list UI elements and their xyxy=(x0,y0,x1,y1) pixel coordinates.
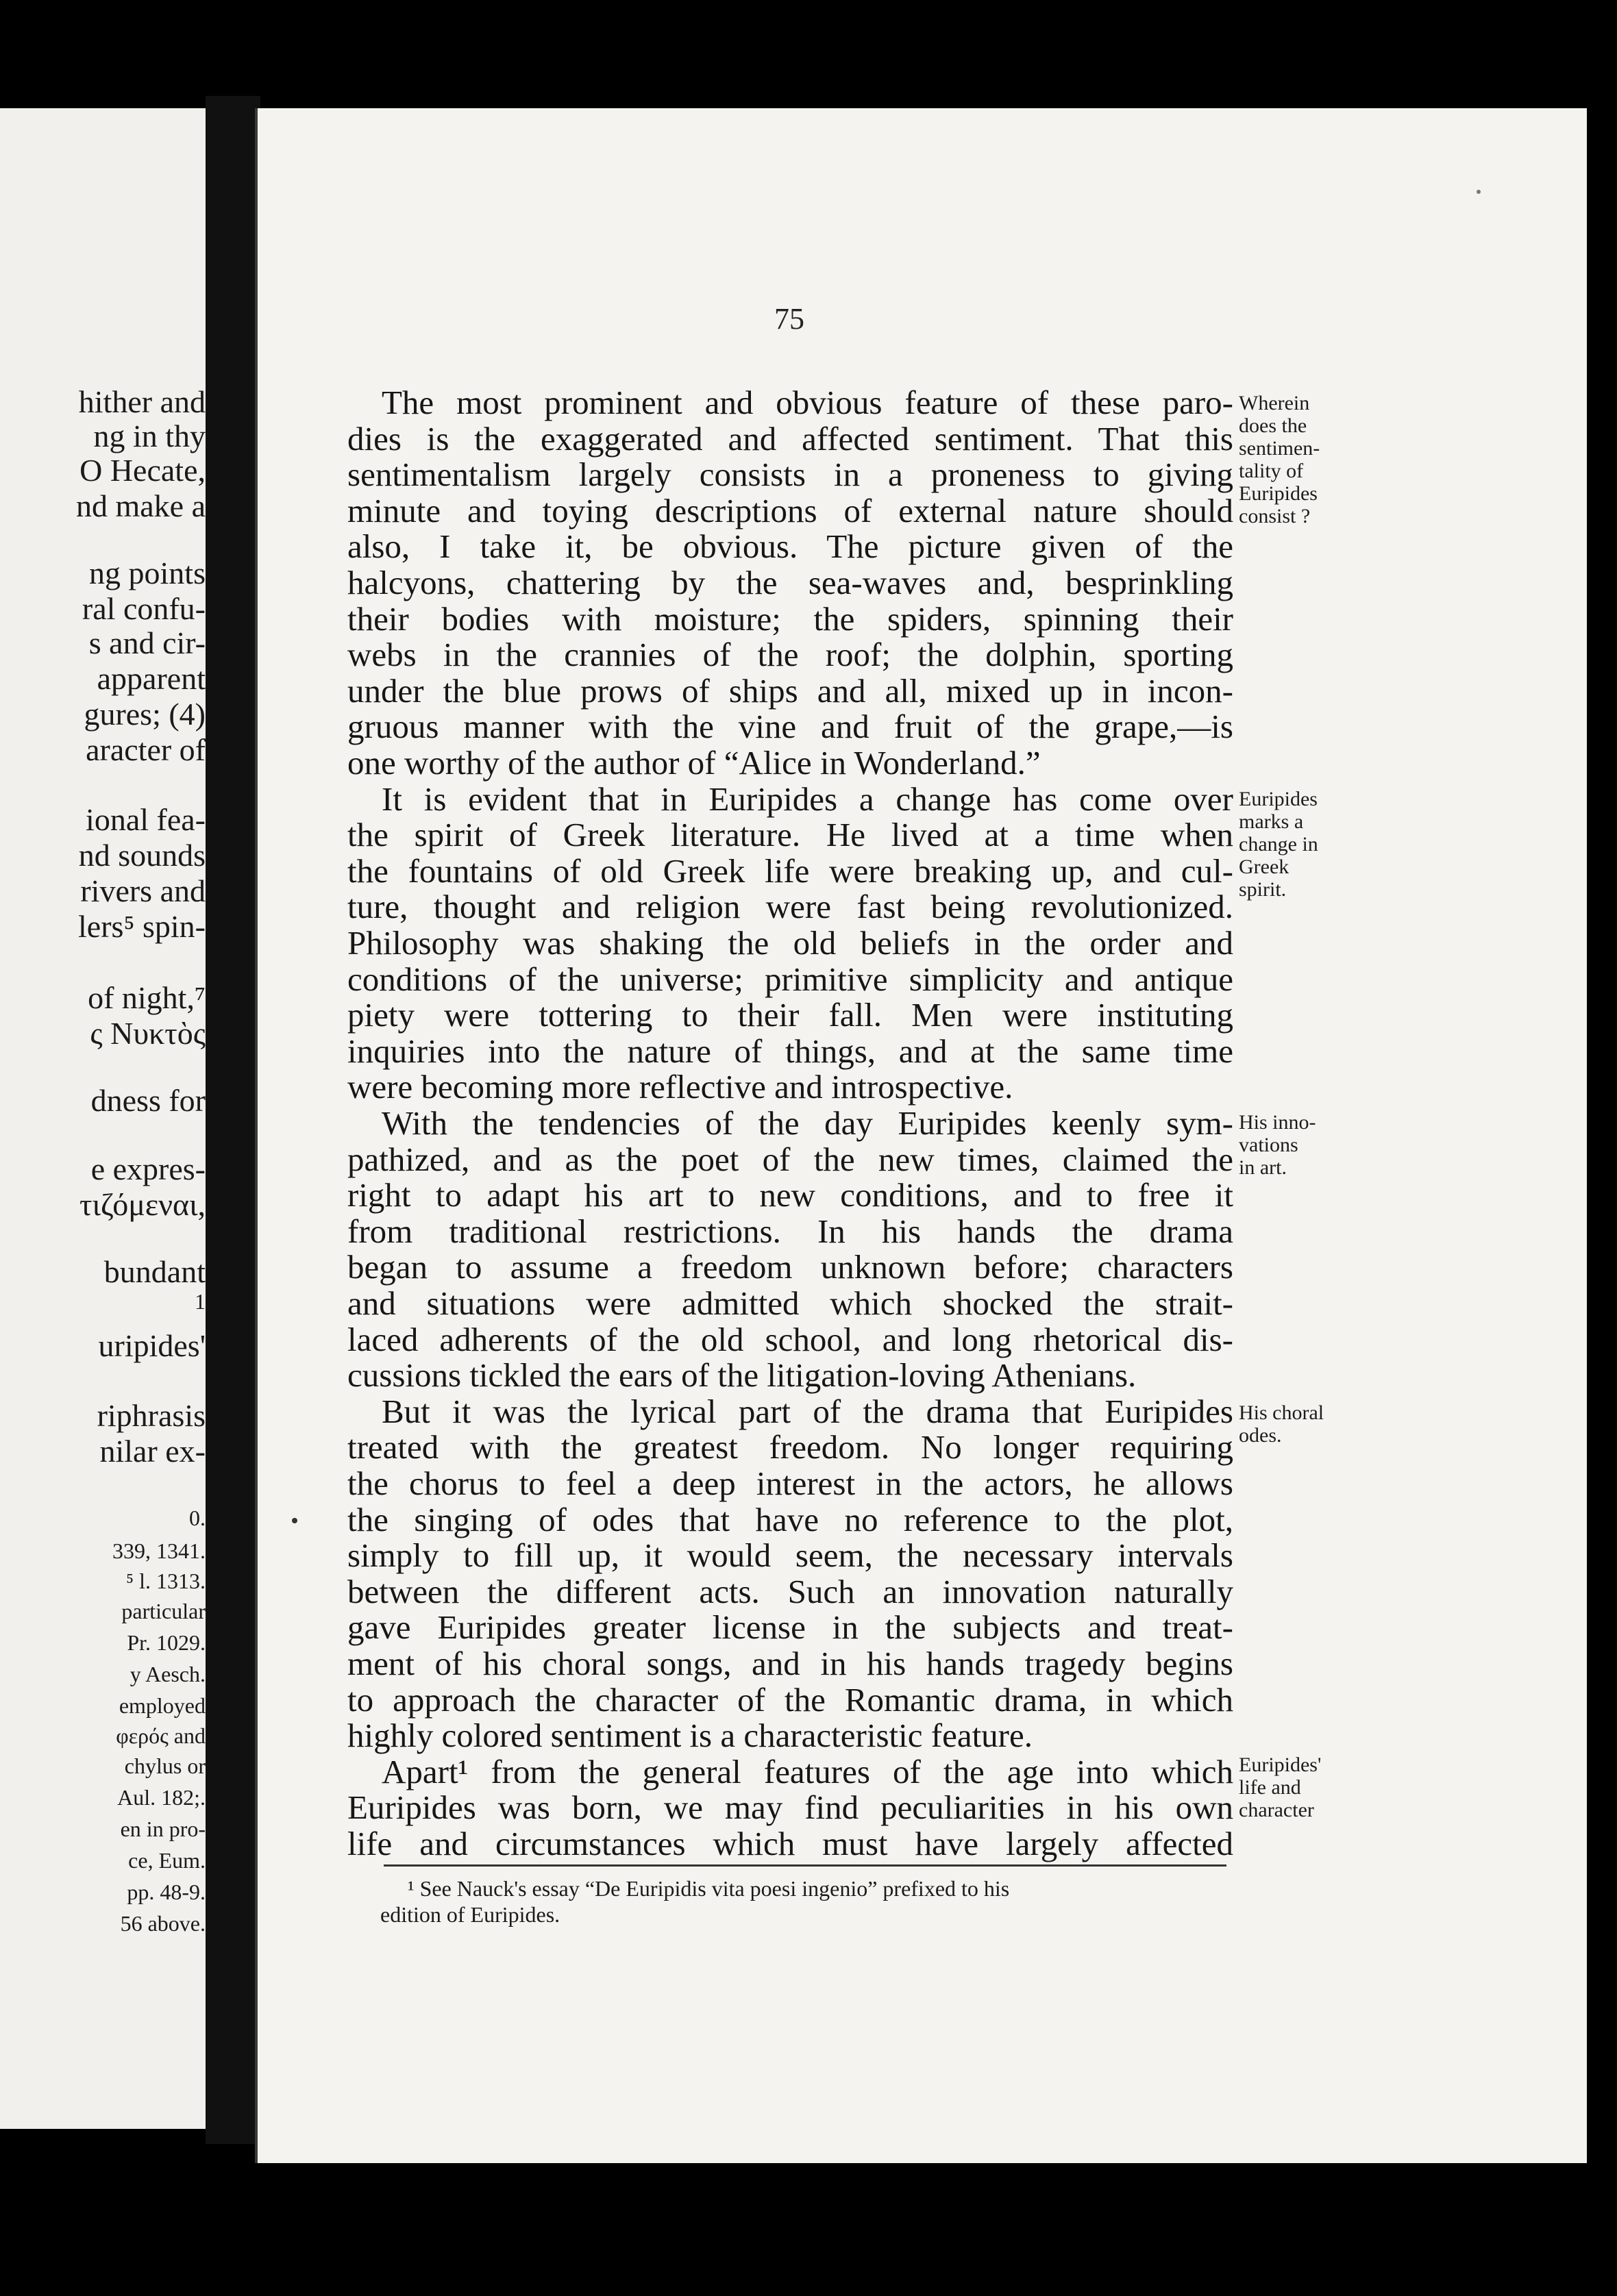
left-page-line: nd sounds xyxy=(78,838,206,873)
body-line: from traditional restrictions. In his hands the drama xyxy=(347,1212,1233,1250)
left-page-line: φερός and xyxy=(116,1723,206,1748)
body-line: But it was the lyrical part of the drama that Euripides xyxy=(382,1393,1233,1430)
left-page-line: ral confu- xyxy=(82,591,206,626)
left-page-line: ⁵ l. 1313. xyxy=(125,1569,206,1593)
body-line: the fountains of old Greek life were breaking up, and cul- xyxy=(347,852,1233,890)
body-line: gruous manner with the vine and fruit of the grape,—is xyxy=(347,708,1233,745)
left-page-line: en in pro- xyxy=(120,1817,206,1841)
margin-note-line: in art. xyxy=(1239,1156,1287,1179)
body-line: inquiries into the nature of things, and at the same time xyxy=(347,1032,1233,1070)
body-line: their bodies with moisture; the spiders, spinning their xyxy=(347,600,1233,638)
left-page-line: Pr. 1029. xyxy=(127,1630,206,1655)
margin-note-line: vations xyxy=(1239,1134,1298,1156)
body-line: ment of his choral songs, and in his hands tragedy begins xyxy=(347,1645,1233,1682)
body-line: to approach the character of the Romantic drama, in which xyxy=(347,1681,1233,1719)
margin-note-line: His choral xyxy=(1239,1401,1324,1424)
body-line: piety were tottering to their fall. Men were instituting xyxy=(347,996,1233,1034)
left-page-line: ce, Eum. xyxy=(128,1848,206,1873)
margin-note-line: Euripides xyxy=(1239,788,1318,810)
left-page-line: 56 above. xyxy=(120,1911,206,1936)
left-page-line: ς Νυκτὸς xyxy=(90,1016,206,1051)
footnote-line: edition of Euripides. xyxy=(380,1902,560,1927)
body-line: the singing of odes that have no reference to the plot, xyxy=(347,1501,1233,1538)
body-line: sentimentalism largely consists in a proneness to giving xyxy=(347,456,1233,493)
margin-note-line: life and xyxy=(1239,1776,1301,1799)
left-page-line: Aul. 182;. xyxy=(117,1785,206,1810)
left-page-line: bundant xyxy=(103,1254,206,1289)
left-page-line: τιζόμεναι, xyxy=(79,1187,206,1222)
margin-note-line: Greek xyxy=(1239,856,1289,878)
margin-note-line: His inno- xyxy=(1239,1111,1316,1134)
body-line: highly colored sentiment is a characteristic feature. xyxy=(347,1717,1033,1754)
body-line: Apart¹ from the general features of the age into which xyxy=(382,1753,1233,1790)
left-page-line: ng points xyxy=(89,556,206,590)
margin-note-line: consist ? xyxy=(1239,505,1311,527)
body-line: webs in the crannies of the roof; the dolphin, sporting xyxy=(347,636,1233,673)
left-page-line: y Aesch. xyxy=(129,1662,206,1686)
left-page-line: pp. 48-9. xyxy=(127,1880,206,1904)
body-line: life and circumstances which must have largely affected xyxy=(347,1825,1233,1862)
margin-note-line: spirit. xyxy=(1239,878,1287,901)
body-line: one worthy of the author of “Alice in Wonderland.” xyxy=(347,744,1041,782)
left-page-line: employed xyxy=(119,1693,206,1718)
body-line: also, I take it, be obvious. The picture given of the xyxy=(347,527,1233,565)
body-line: were becoming more reflective and introspective. xyxy=(347,1068,1013,1106)
body-line: the chorus to feel a deep interest in the actors, he allows xyxy=(347,1464,1233,1502)
page-number: 75 xyxy=(774,302,804,336)
body-line: treated with the greatest freedom. No longer requiring xyxy=(347,1428,1233,1466)
left-page-line: hither and xyxy=(78,384,206,419)
body-line: dies is the exaggerated and affected sentiment. That this xyxy=(347,420,1233,458)
left-page-line: nilar ex- xyxy=(99,1434,206,1469)
body-line: ture, thought and religion were fast being revolutionized. xyxy=(347,888,1233,925)
speck xyxy=(292,1518,297,1523)
left-page-line: lers⁵ spin- xyxy=(78,909,206,944)
left-page-line: ng in thy xyxy=(93,419,206,453)
margin-note-line: Wherein xyxy=(1239,392,1310,414)
left-page-line: 1 xyxy=(195,1289,206,1314)
body-line: With the tendencies of the day Euripides keenly sym- xyxy=(382,1104,1233,1142)
body-line: pathized, and as the poet of the new times, claimed the xyxy=(347,1140,1233,1178)
left-page-line: e expres- xyxy=(90,1151,206,1186)
left-page-line: riphrasis xyxy=(97,1398,206,1433)
body-line: simply to fill up, it would seem, the necessary intervals xyxy=(347,1536,1233,1574)
body-line: conditions of the universe; primitive simplicity and antique xyxy=(347,960,1233,998)
margin-note-line: does the xyxy=(1239,414,1307,437)
body-line: the spirit of Greek literature. He lived at a time when xyxy=(347,816,1233,853)
margin-note-line: Euripides xyxy=(1239,482,1318,505)
left-page-line: apparent xyxy=(97,661,206,696)
body-line: and situations were admitted which shocked the strait- xyxy=(347,1284,1233,1322)
body-line: It is evident that in Euripides a change has come over xyxy=(382,780,1233,818)
margin-note-line: character xyxy=(1239,1799,1314,1821)
body-line: began to assume a freedom unknown before; characters xyxy=(347,1248,1233,1286)
margin-note-line: odes. xyxy=(1239,1424,1282,1447)
left-page-line: dness for xyxy=(90,1083,206,1118)
left-page-line: ional fea- xyxy=(86,802,206,837)
margin-note-line: marks a xyxy=(1239,810,1304,833)
body-line: Philosophy was shaking the old beliefs in the order and xyxy=(347,924,1233,962)
body-line: between the different acts. Such an innovation naturally xyxy=(347,1573,1233,1610)
left-page-line: rivers and xyxy=(80,873,206,908)
body-line: under the blue prows of ships and all, mixed up in incon- xyxy=(347,672,1233,710)
left-page-line: aracter of xyxy=(86,732,206,767)
left-page-line: 339, 1341. xyxy=(112,1538,206,1563)
body-line: cussions tickled the ears of the litigation-loving Athenians. xyxy=(347,1356,1137,1394)
margin-note-line: Euripides' xyxy=(1239,1754,1322,1776)
body-line: Euripides was born, we may find peculiarities in his own xyxy=(347,1788,1233,1826)
margin-note-line: change in xyxy=(1239,833,1318,856)
margin-note-line: tality of xyxy=(1239,460,1304,482)
left-page-line: uripides' xyxy=(98,1328,206,1363)
footnote-line: ¹ See Nauck's essay “De Euripidis vita poesi ingenio” prefixed to his xyxy=(408,1876,1010,1901)
speck xyxy=(1335,1997,1348,2010)
speck xyxy=(1477,190,1481,194)
left-page-line: O Hecate, xyxy=(79,453,206,488)
body-line: halcyons, chattering by the sea-waves and, besprinkling xyxy=(347,564,1233,601)
left-page-line: gures; (4) xyxy=(84,697,206,732)
body-line: laced adherents of the old school, and long rhetorical dis- xyxy=(347,1321,1233,1358)
left-page-line: 0. xyxy=(189,1506,206,1530)
body-line: The most prominent and obvious feature of these paro- xyxy=(382,384,1233,421)
body-line: gave Euripides greater license in the subjects and treat- xyxy=(347,1608,1233,1646)
body-line: right to adapt his art to new conditions, and to free it xyxy=(347,1176,1233,1214)
left-page-line: of night,⁷ xyxy=(88,980,206,1015)
left-page-line: s and cir- xyxy=(88,625,206,660)
left-page-line: chylus or xyxy=(124,1754,206,1778)
margin-note-line: sentimen- xyxy=(1239,437,1320,460)
left-page-line: nd make a xyxy=(75,488,206,523)
body-line: minute and toying descriptions of external nature should xyxy=(347,492,1233,529)
left-page-line: particular xyxy=(121,1599,206,1623)
